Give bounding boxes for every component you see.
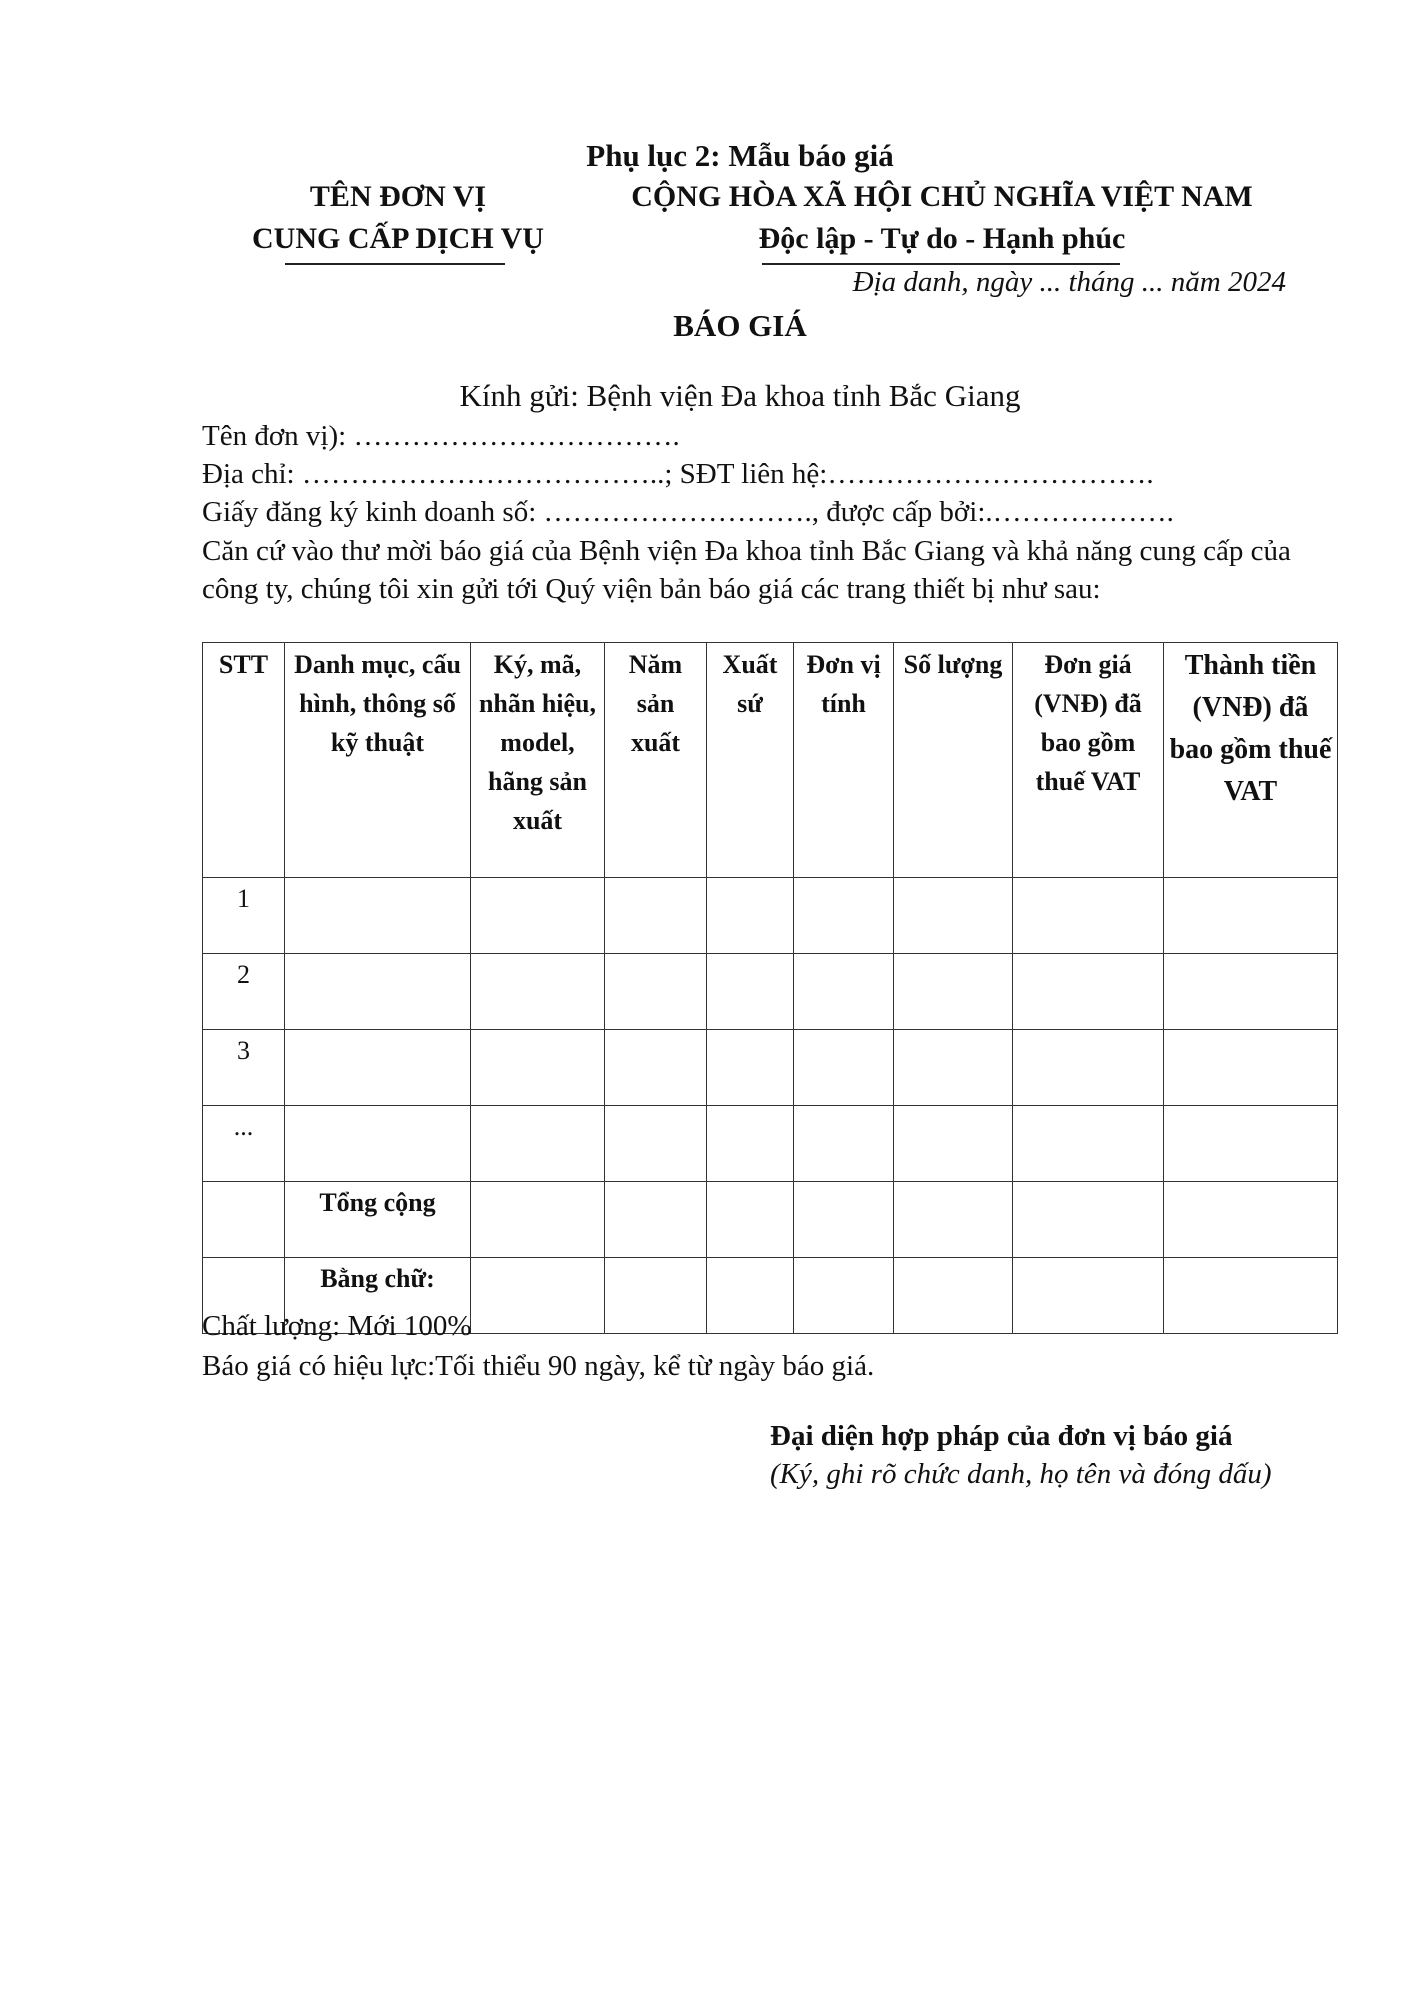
header-model-brand: Ký, mã, nhãn hiệu, model, hãng sản xuất [471, 643, 605, 878]
table-cell [894, 878, 1013, 954]
table-cell [794, 878, 894, 954]
header-unit: Đơn vị tính [794, 643, 894, 878]
table-cell [471, 1258, 605, 1334]
table-cell [707, 1030, 794, 1106]
table-cell [1164, 1030, 1338, 1106]
appendix-title: Phụ lục 2: Mẫu báo giá [586, 138, 894, 173]
header-stt: STT [203, 643, 285, 878]
motto-underline [762, 263, 1120, 265]
table-cell [894, 1106, 1013, 1182]
row-stt: 3 [203, 1030, 285, 1106]
country-name: CỘNG HÒA XÃ HỘI CHỦ NGHĨA VIỆT NAM [631, 180, 1253, 213]
table-cell [794, 1258, 894, 1334]
unit-name-field: Tên đơn vị): ……………………………. [202, 420, 680, 452]
table-header-row [203, 643, 1338, 878]
quotation-table [202, 642, 1338, 1334]
table-cell [605, 954, 707, 1030]
table-cell [794, 1182, 894, 1258]
table-cell [894, 954, 1013, 1030]
org-underline [285, 263, 505, 265]
table-cell [1164, 1258, 1338, 1334]
national-motto: Độc lập - Tự do - Hạnh phúc [758, 222, 1126, 255]
document-title: BÁO GIÁ [673, 308, 807, 343]
header-origin: Xuất sứ [707, 643, 794, 878]
table-row [203, 1030, 1338, 1106]
header-quantity: Số lượng [894, 643, 1013, 878]
table-cell [605, 1030, 707, 1106]
table-cell [707, 1258, 794, 1334]
table-cell [1164, 1106, 1338, 1182]
table-cell [707, 878, 794, 954]
signature-instruction: (Ký, ghi rõ chức danh, họ tên và đóng dấu) [770, 1458, 1272, 1490]
header-item-spec: Danh mục, cấu hình, thông số kỹ thuật [285, 643, 471, 878]
org-name-line-1: TÊN ĐƠN VỊ [309, 180, 487, 213]
table-cell [1013, 1030, 1164, 1106]
row-stt: 1 [203, 878, 285, 954]
table-cell [285, 1106, 471, 1182]
table-cell [605, 1182, 707, 1258]
table-cell [471, 954, 605, 1030]
place-date-line: Địa danh, ngày ... tháng ... năm 2024 [852, 266, 1286, 298]
table-cell [1013, 1258, 1164, 1334]
table-cell [1013, 954, 1164, 1030]
table-row [203, 954, 1338, 1030]
table-cell [794, 1106, 894, 1182]
table-cell [605, 1106, 707, 1182]
table-cell [605, 878, 707, 954]
validity-note: Báo giá có hiệu lực:Tối thiểu 90 ngày, kể từ ngày báo giá. [202, 1350, 875, 1382]
table-row [203, 878, 1338, 954]
address-phone-field: Địa chỉ: ………………………………..; SĐT liên hệ:……………………………. [202, 458, 1154, 490]
recipient-line: Kính gửi: Bệnh viện Đa khoa tỉnh Bắc Giang [459, 378, 1021, 413]
table-cell [1013, 1106, 1164, 1182]
in-words-label: Bằng chữ: [285, 1258, 471, 1334]
table-cell [203, 1182, 285, 1258]
table-cell [285, 878, 471, 954]
table-cell [471, 1182, 605, 1258]
table-cell [285, 954, 471, 1030]
table-cell [707, 954, 794, 1030]
table-row [203, 1106, 1338, 1182]
table-cell [794, 954, 894, 1030]
business-license-field: Giấy đăng ký kinh doanh số: ………………………., được cấp bởi:.………………. [202, 496, 1174, 528]
table-cell [471, 1106, 605, 1182]
total-label: Tổng cộng [285, 1182, 471, 1258]
table-cell [605, 1258, 707, 1334]
table-cell [707, 1182, 794, 1258]
table-cell [894, 1030, 1013, 1106]
row-stt: ... [203, 1106, 285, 1182]
table-cell [894, 1182, 1013, 1258]
table-cell [794, 1030, 894, 1106]
quality-note: Chất lượng: Mới 100% [202, 1310, 472, 1342]
header-manufacture-year: Năm sản xuất [605, 643, 707, 878]
total-row [203, 1182, 1338, 1258]
table-cell [1164, 1182, 1338, 1258]
header-unit-price: Đơn giá (VNĐ) đã bao gồm thuế VAT [1013, 643, 1164, 878]
table-cell [1164, 878, 1338, 954]
table-cell [1013, 878, 1164, 954]
table-cell [471, 878, 605, 954]
table-cell [1164, 954, 1338, 1030]
org-name-line-2: CUNG CẤP DỊCH VỤ [252, 222, 544, 255]
signature-title: Đại diện hợp pháp của đơn vị báo giá [770, 1420, 1233, 1452]
intro-paragraph: Căn cứ vào thư mời báo giá của Bệnh viện Đa khoa tỉnh Bắc Giang và khả năng cung cấp của công ty, chúng tôi xin gửi tới Quý viện bản báo giá các trang thiết bị như sau: [202, 535, 1291, 605]
header-total-amount: Thành tiền (VNĐ) đã bao gồm thuế VAT [1164, 643, 1338, 878]
table-cell [285, 1030, 471, 1106]
table-cell [894, 1258, 1013, 1334]
table-cell [1013, 1182, 1164, 1258]
table-cell [471, 1030, 605, 1106]
table-cell [707, 1106, 794, 1182]
row-stt: 2 [203, 954, 285, 1030]
